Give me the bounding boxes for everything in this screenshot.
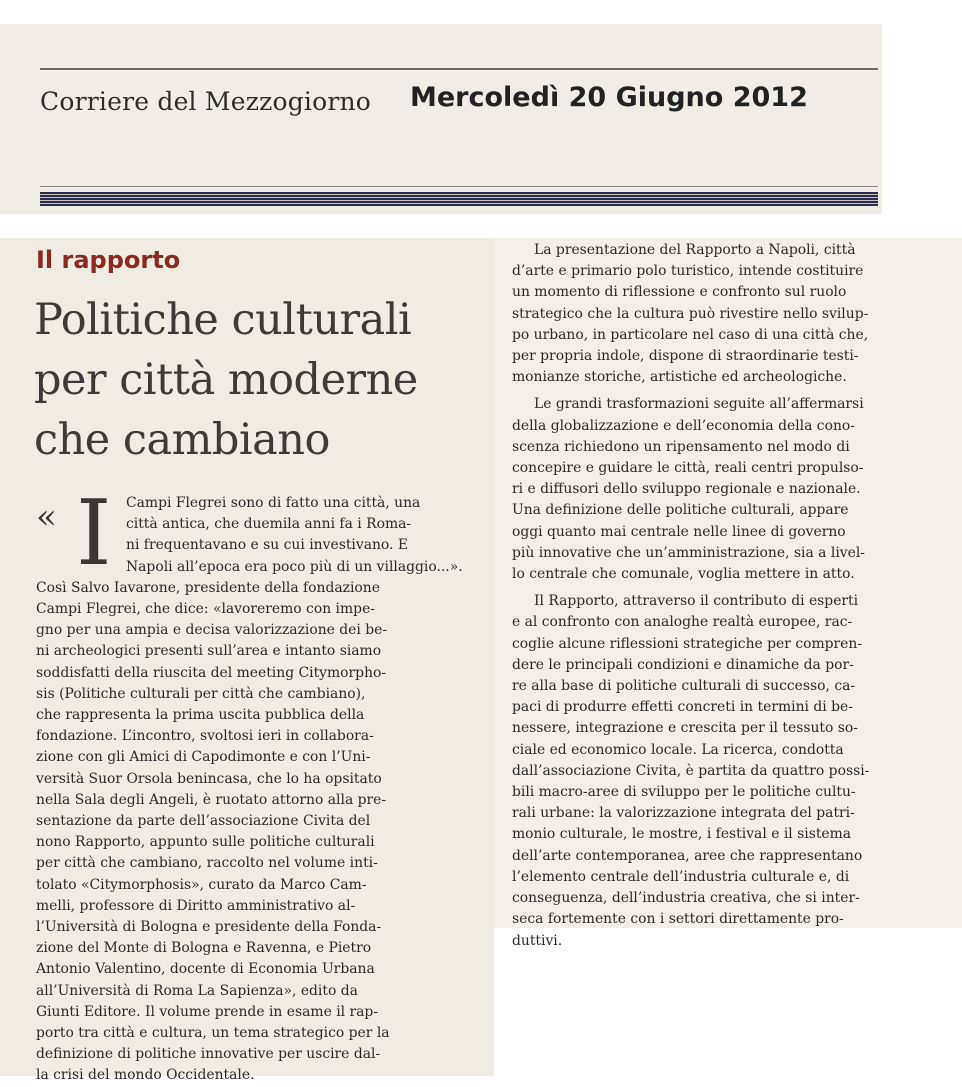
article-body-right <box>512 240 936 958</box>
body-line: gno per una ampia e decisa valorizzazione dei be- <box>36 622 388 639</box>
body-line: dell’arte contemporanea, aree che rappresentano <box>512 847 863 864</box>
body-line: oggi quanto mai centrale nelle linee di governo <box>512 523 846 540</box>
article-headline <box>34 290 484 470</box>
body-line: della globalizzazione e dell’economia della cono- <box>512 417 855 434</box>
body-line: monianze storiche, artistiche ed archeologiche. <box>512 369 847 386</box>
body-line: per propria indole, dispone di straordinarie testi- <box>512 348 859 365</box>
paragraph <box>512 591 936 951</box>
opening-lines <box>36 481 463 586</box>
masthead-striped-band <box>40 192 878 206</box>
body-line: La presentazione del Rapporto a Napoli, città <box>534 242 856 258</box>
body-line: Antonio Valentino, docente di Economia Urbana <box>36 961 375 978</box>
body-line: Campi Flegrei sono di fatto una città, una <box>126 495 421 511</box>
body-line: po urbano, in particolare nel caso di una città che, <box>512 326 869 343</box>
body-line: conseguenza, dell’industria creativa, che si inter- <box>512 890 860 907</box>
body-line: re alla base di politiche culturali di successo, ca- <box>512 678 856 695</box>
body-line: porto tra città e cultura, un tema strategico per la <box>36 1025 390 1042</box>
body-line: rali urbane: la valorizzazione integrata del patri- <box>512 805 855 822</box>
article-left-column <box>0 238 494 1084</box>
body-line: città antica, che duemila anni fa i Roma- <box>126 516 412 533</box>
body-line: seca fortemente con i settori direttamente pro- <box>512 911 844 928</box>
body-line: zione del Monte di Bologna e Ravenna, e Pietro <box>36 940 372 957</box>
body-line: Le grandi trasformazioni seguite all’affermarsi <box>534 396 864 413</box>
body-line: lo centrale che comunale, voglia mettere in atto. <box>512 566 855 583</box>
body-line: Napoli all’epoca era poco più di un villaggio...». <box>126 558 463 575</box>
body-line: definizione di politiche innovative per uscire dal- <box>36 1046 381 1063</box>
body-lines <box>36 578 454 1087</box>
article-right-column <box>494 238 962 949</box>
body-line: ri e diffusori dello sviluppo regionale e nazionale. <box>512 481 861 498</box>
body-line: dall’associazione Civita, è partita da quattro possi- <box>512 762 870 779</box>
body-line: che rappresenta la prima uscita pubblica della <box>36 707 365 724</box>
masthead <box>0 24 882 214</box>
body-line: nella Sala degli Angeli, è ruotato attorno alla pre- <box>36 791 387 808</box>
masthead-thin-rule <box>40 186 878 187</box>
body-line: ni archeologici presenti sull’area e intanto siamo <box>36 643 382 660</box>
body-line: la crisi del mondo Occidentale. <box>36 1067 255 1084</box>
headline-line: che cambiano <box>34 415 330 465</box>
body-line: coglie alcune riflessioni strategiche per compren- <box>512 635 863 652</box>
body-line: bili macro-aree di sviluppo per le politiche cultu- <box>512 784 856 801</box>
headline-line: Politiche culturali <box>34 295 412 345</box>
body-line: Il Rapporto, attraverso il contributo di esperti <box>534 593 859 610</box>
body-line: all’Università di Roma La Sapienza», edito da <box>36 982 358 999</box>
body-line: fondazione. L’incontro, svoltosi ieri in collabora- <box>36 728 374 745</box>
body-line: soddisfatti della riuscita del meeting Citymorpho- <box>36 664 387 681</box>
body-line: ciale ed economico locale. La ricerca, condotta <box>512 741 844 758</box>
body-line: sentazione da parte dell’associazione Civita del <box>36 813 371 830</box>
body-line: per città che cambiano, raccolto nel volume inti- <box>36 855 378 872</box>
drop-cap: I <box>76 481 112 586</box>
body-line: tolato «Citymorphosis», curato da Marco Cam- <box>36 876 367 893</box>
body-line: monio culturale, le mostre, i festival e il sistema <box>512 826 852 843</box>
body-line: Una definizione delle politiche culturali, appare <box>512 502 849 519</box>
paragraph <box>512 240 936 388</box>
body-line: concepire e guidare le città, reali centri propulso- <box>512 460 864 477</box>
body-line: nono Rapporto, appunto sulle politiche culturali <box>36 834 375 851</box>
body-line: Giunti Editore. Il volume prende in esame il rap- <box>36 1003 379 1020</box>
masthead-top-rule <box>40 68 878 70</box>
body-line: Campi Flegrei, che dice: «lavoreremo con impe- <box>36 601 375 618</box>
body-line: dere le principali condizioni e dinamiche da por- <box>512 656 854 673</box>
body-line: ni frequentavano e su cui investivano. E <box>126 537 409 554</box>
body-line: paci di produrre effetti concreti in termini di be- <box>512 699 853 716</box>
publication-date: Mercoledì 20 Giugno 2012 <box>410 82 808 113</box>
body-line: d’arte e primario polo turistico, intende costituire <box>512 263 864 280</box>
newspaper-name: Corriere del Mezzogiorno <box>40 87 372 116</box>
article-kicker: Il rapporto <box>36 246 181 274</box>
body-line: sis (Politiche culturali per città che cambiano), <box>36 685 366 702</box>
body-line: più innovative che un’amministrazione, sia a livel- <box>512 544 865 561</box>
body-line: melli, professore di Diritto amministrativo al- <box>36 897 356 914</box>
body-line: l’Università di Bologna e presidente della Fonda- <box>36 919 382 936</box>
body-line: scenza richiedono un ripensamento nel modo di <box>512 438 850 455</box>
body-line: strategico che la cultura può rivestire nello svilup- <box>512 305 869 322</box>
body-line: Così Salvo Iavarone, presidente della fondazione <box>36 579 380 596</box>
body-line: l’elemento centrale dell’industria culturale e, di <box>512 868 850 885</box>
body-line: duttivi. <box>512 932 563 949</box>
headline-line: per città moderne <box>34 355 418 405</box>
body-line: un momento di riflessione e confronto sul ruolo <box>512 284 847 301</box>
paragraph <box>512 394 936 585</box>
opening-quote-mark: « <box>36 497 57 537</box>
article-body-left <box>36 481 463 1087</box>
body-line: e al confronto con analoghe realtà europee, rac- <box>512 614 853 631</box>
body-line: nessere, integrazione e crescita per il tessuto so- <box>512 720 858 737</box>
body-line: zione con gli Amici di Capodimonte e con l’Uni- <box>36 749 371 766</box>
body-line: versità Suor Orsola benincasa, che lo ha opsitato <box>36 770 382 787</box>
